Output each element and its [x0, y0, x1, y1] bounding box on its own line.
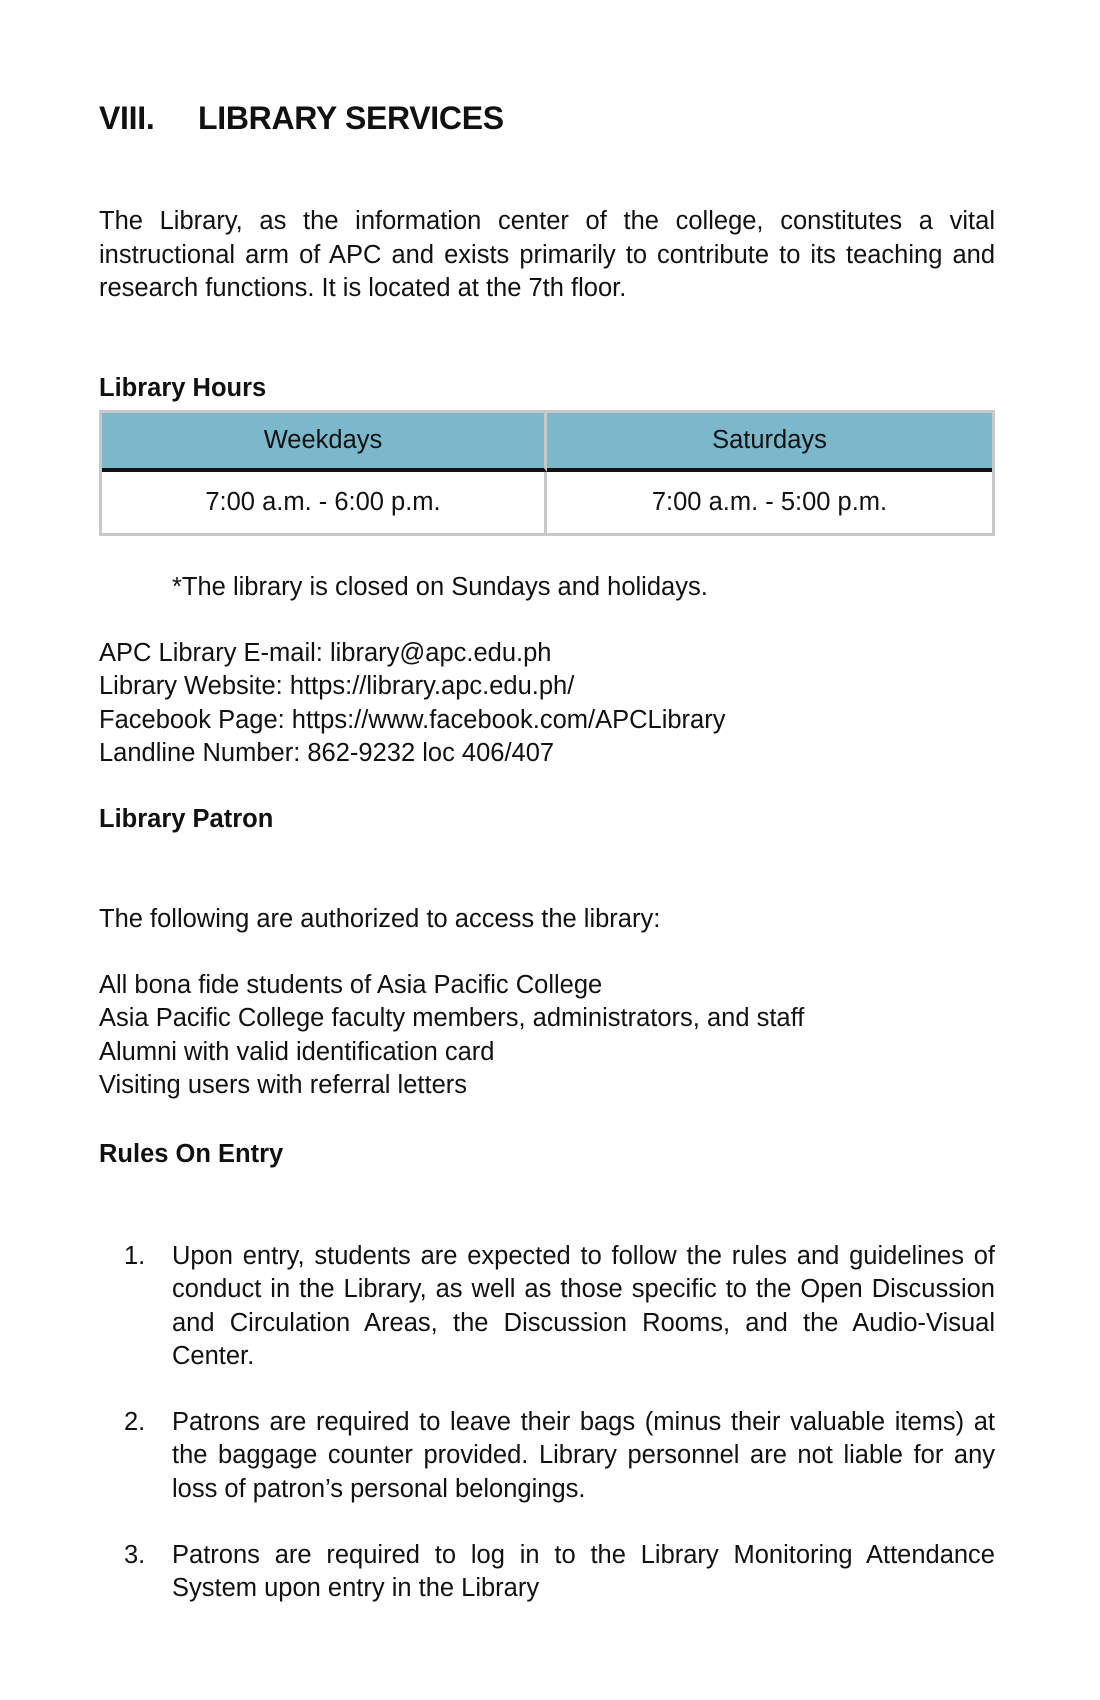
rule-item [99, 1240, 995, 1373]
contact-website: Library Website: https://library.apc.edu.ph/ [99, 672, 575, 701]
section-number: VIII. [99, 100, 155, 136]
intro-paragraph: The Library, as the information center of the college, constitutes a vital instructional arm of APC and exists primarily to contribute to its teaching and research functions. It is located at the 7th floor. [99, 207, 995, 302]
contact-email: APC Library E-mail: library@apc.edu.ph [99, 639, 552, 667]
contact-landline: Landline Number: 862-9232 loc 406/407 [99, 738, 555, 767]
contact-info [99, 637, 725, 770]
library-patron-intro: The following are authorized to access the library: [99, 905, 661, 933]
rule-item [99, 1406, 995, 1506]
rule-text: Patrons are required to log in to the Library Monitoring Attendance System upon entry in the Library [172, 1541, 995, 1603]
library-patron-list [99, 969, 804, 1102]
table-header-weekdays: Weekdays [102, 413, 547, 472]
section-title: LIBRARY SERVICES [198, 100, 504, 136]
library-hours-heading: Library Hours [99, 374, 267, 402]
contact-facebook: Facebook Page: https://www.facebook.com/APCLibrary [99, 705, 726, 734]
rule-number: 3. [124, 1541, 146, 1570]
list-item: Asia Pacific College faculty members, administrators, and staff [99, 1004, 805, 1033]
table-cell-weekdays-hours: 7:00 a.m. - 6:00 p.m. [102, 472, 547, 533]
list-item: All bona fide students of Asia Pacific College [99, 971, 603, 999]
library-patron-heading: Library Patron [99, 805, 274, 833]
rule-text: Patrons are required to leave their bags (minus their valuable items) at the baggage counter provided. Library personnel are not liable for any loss of patron’s personal belongings. [172, 1408, 995, 1503]
table-header-saturdays: Saturdays [547, 413, 992, 472]
rule-item [99, 1539, 995, 1606]
section-heading [99, 100, 504, 137]
table-cell-saturdays-hours: 7:00 a.m. - 5:00 p.m. [651, 488, 888, 516]
rules-on-entry-heading: Rules On Entry [99, 1140, 284, 1168]
rule-number: 1. [124, 1242, 146, 1270]
closed-note: *The library is closed on Sundays and holidays. [172, 573, 708, 601]
rules-list [99, 1240, 995, 1639]
rule-text: Upon entry, students are expected to follow the rules and guidelines of conduct in the Library, as well as those specific to the Open Discussion and Circulation Areas, the Discussion Rooms, and the Audio-Visual Center. [172, 1242, 995, 1370]
list-item: Alumni with valid identification card [99, 1037, 495, 1066]
list-item: Visiting users with referral letters [99, 1070, 467, 1099]
library-hours-table [99, 410, 995, 536]
rule-number: 2. [124, 1408, 146, 1437]
